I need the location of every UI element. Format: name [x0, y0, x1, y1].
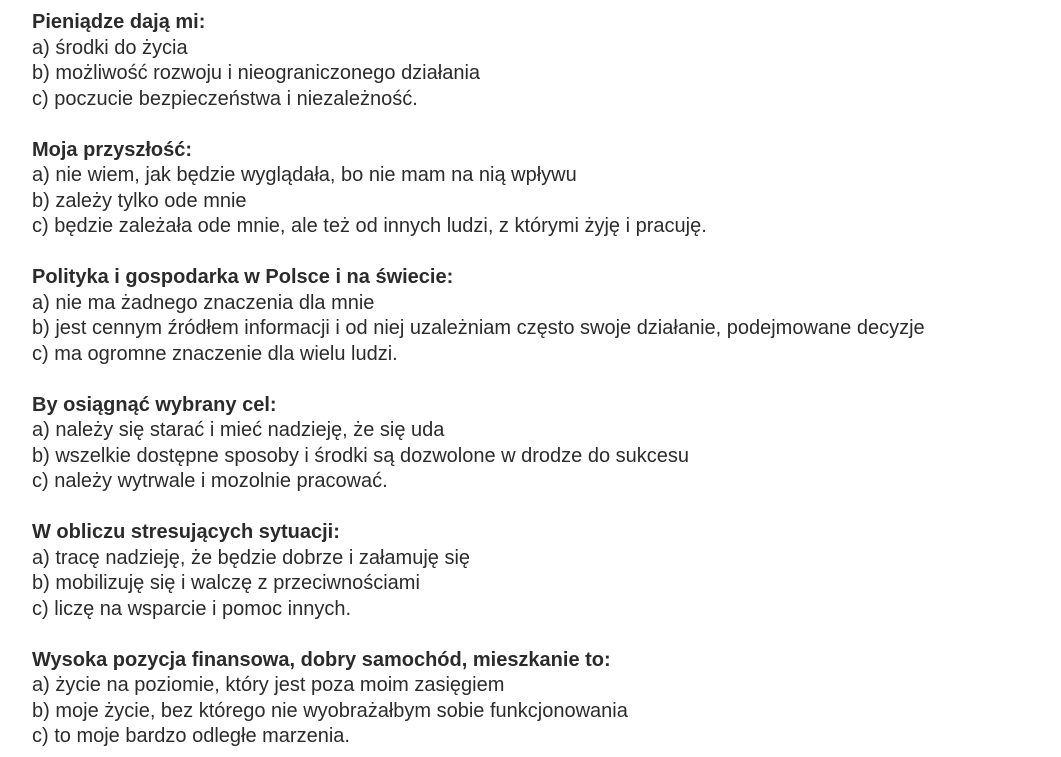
question-title: Moja przyszłość:	[32, 138, 193, 161]
option-a: a) nie wiem, jak będzie wyglądała, bo nie mam na nią wpływu	[32, 164, 577, 186]
option-c: c) należy wytrwale i mozolnie pracować.	[32, 470, 388, 492]
option-c: c) to moje bardzo odległe marzenia.	[32, 725, 350, 747]
question-finance	[32, 648, 1061, 750]
option-c: c) liczę na wsparcie i pomoc innych.	[32, 597, 352, 620]
option-b: b) zależy tylko ode mnie	[32, 189, 247, 212]
question-stress	[32, 520, 1061, 622]
question-title: Pieniądze dają mi:	[32, 11, 206, 33]
question-goal	[32, 393, 1061, 495]
question-politics	[32, 265, 1061, 367]
question-title: By osiągnąć wybrany cel:	[32, 393, 277, 416]
option-a: a) nie ma żadnego znaczenia dla mnie	[32, 291, 375, 314]
option-a: a) życie na poziomie, który jest poza moim zasięgiem	[32, 674, 505, 696]
option-b: b) możliwość rozwoju i nieograniczonego działania	[32, 62, 481, 84]
question-title: Polityka i gospodarka w Polsce i na świecie:	[32, 266, 454, 288]
option-c: c) ma ogromne znaczenie dla wielu ludzi.	[32, 342, 398, 365]
option-b: b) mobilizuję się i walczę z przeciwnościami	[32, 572, 420, 594]
question-future	[32, 138, 1061, 240]
option-a: a) środki do życia	[32, 36, 188, 59]
option-c: c) poczucie bezpieczeństwa i niezależność.	[32, 87, 418, 110]
question-title: W obliczu stresujących sytuacji:	[32, 521, 340, 543]
option-b: b) wszelkie dostępne sposoby i środki są dozwolone w drodze do sukcesu	[32, 444, 690, 467]
question-money	[32, 10, 1061, 112]
option-b: b) jest cennym źródłem informacji i od niej uzależniam często swoje działanie, podejmowane decyzje	[32, 317, 925, 339]
option-a: a) należy się starać i mieć nadzieję, że się uda	[32, 419, 445, 441]
option-c: c) będzie zależała ode mnie, ale też od innych ludzi, z którymi żyję i pracuję.	[32, 215, 707, 237]
option-b: b) moje życie, bez którego nie wyobrażałbym sobie funkcjonowania	[32, 699, 628, 722]
option-a: a) tracę nadzieję, że będzie dobrze i załamuję się	[32, 546, 471, 569]
question-title: Wysoka pozycja finansowa, dobry samochód, mieszkanie to:	[32, 648, 611, 671]
